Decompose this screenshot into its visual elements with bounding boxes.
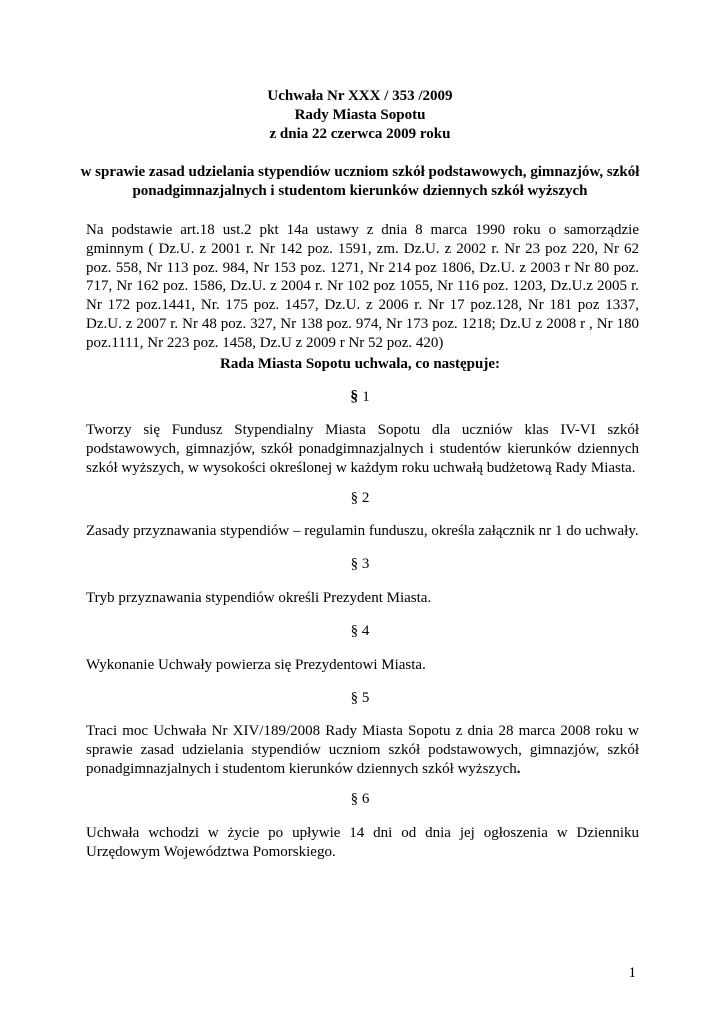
section-3-text: Tryb przyznawania stypendiów określi Prezydent Miasta. bbox=[86, 590, 432, 606]
section-1-heading bbox=[60, 388, 660, 407]
section-4-text: Wykonanie Uchwały powierza się Prezydentowi Miasta. bbox=[86, 657, 426, 673]
subject-line-2: ponadgimnazjalnych i studentom kierunków dziennych szkół wyższych bbox=[132, 183, 588, 199]
resolution-number: Uchwała Nr XXX / 353 /2009 bbox=[267, 88, 453, 104]
subject-line-1: w sprawie zasad udzielania stypendiów uczniom szkół podstawowych, gimnazjów, szkół bbox=[80, 164, 640, 180]
section-1-text: Tworzy się Fundusz Stypendialny Miasta Sopotu dla uczniów klas IV-VI szkół podstawowych, gimnazjów, szkół ponadgimnazjalnych i studentów kierunków dziennych szkół wyższych, w wysokości określonej w każdym roku uchwałą budżetową Rady Miasta. bbox=[86, 422, 639, 476]
section-3-heading: § 3 bbox=[350, 556, 370, 572]
section-2-text: Zasady przyznawania stypendiów – regulamin funduszu, określa załącznik nr 1 do uchwały. bbox=[86, 523, 639, 539]
section-1-symbol: § bbox=[350, 388, 359, 405]
section-5-text: Traci moc Uchwała Nr XIV/189/2008 Rady Miasta Sopotu z dnia 28 marca 2008 roku w sprawie zasad udzielania stypendiów uczniom szkół podstawowych, gimnazjów, szkół ponadgimnazjalnych i studentom kierunków dziennych szkół wyższych bbox=[86, 723, 639, 777]
resolves-heading: Rada Miasta Sopotu uchwala, co następuje: bbox=[219, 356, 501, 372]
section-2-heading: § 2 bbox=[350, 490, 370, 506]
section-5-end: . bbox=[516, 761, 521, 777]
resolution-date: z dnia 22 czerwca 2009 roku bbox=[269, 126, 451, 142]
page-number: 1 bbox=[628, 965, 636, 981]
legal-basis-paragraph: Na podstawie art.18 ust.2 pkt 14a ustawy z dnia 8 marca 1990 roku o samorządzie gminnym ( Dz.U. z 2001 r. Nr 142 poz. 1591, zm. Dz.U. z 2002 r. Nr 23 poz 220, Nr 62 poz. 558, Nr 113 poz. 984, Nr 153 poz. 1271, Nr 214 poz 1806, Dz.U. z 2003 r Nr 80 poz. 717, Nr 162 poz. 1586, Dz.U. z 2004 r. Nr 102 poz 1055, Nr 116 poz. 1203, Dz.U.z 2005 r. Nr 172 poz.1441, Nr. 175 poz. 1457, Dz.U. z 2006 r. Nr 17 poz.128, Nr 181 poz 1337, Dz.U. z 2007 r. Nr 48 poz. 327, Nr 138 poz. 974, Nr 173 poz. 1218; Dz.U z 2008 r , Nr 180 poz.1111, Nr 223 poz. 1458, Dz.U z 2009 r Nr 52 poz. 420) bbox=[86, 222, 639, 351]
section-1-number: 1 bbox=[362, 389, 370, 405]
section-4-heading: § 4 bbox=[350, 623, 370, 639]
council-name: Rady Miasta Sopotu bbox=[294, 107, 426, 123]
section-6-heading: § 6 bbox=[350, 791, 370, 807]
section-5-paragraph bbox=[86, 722, 639, 779]
section-6-text: Uchwała wchodzi w życie po upływie 14 dni od dnia jej ogłoszenia w Dzienniku Urzędowym Województwa Pomorskiego. bbox=[86, 825, 639, 860]
section-5-heading: § 5 bbox=[350, 690, 370, 706]
